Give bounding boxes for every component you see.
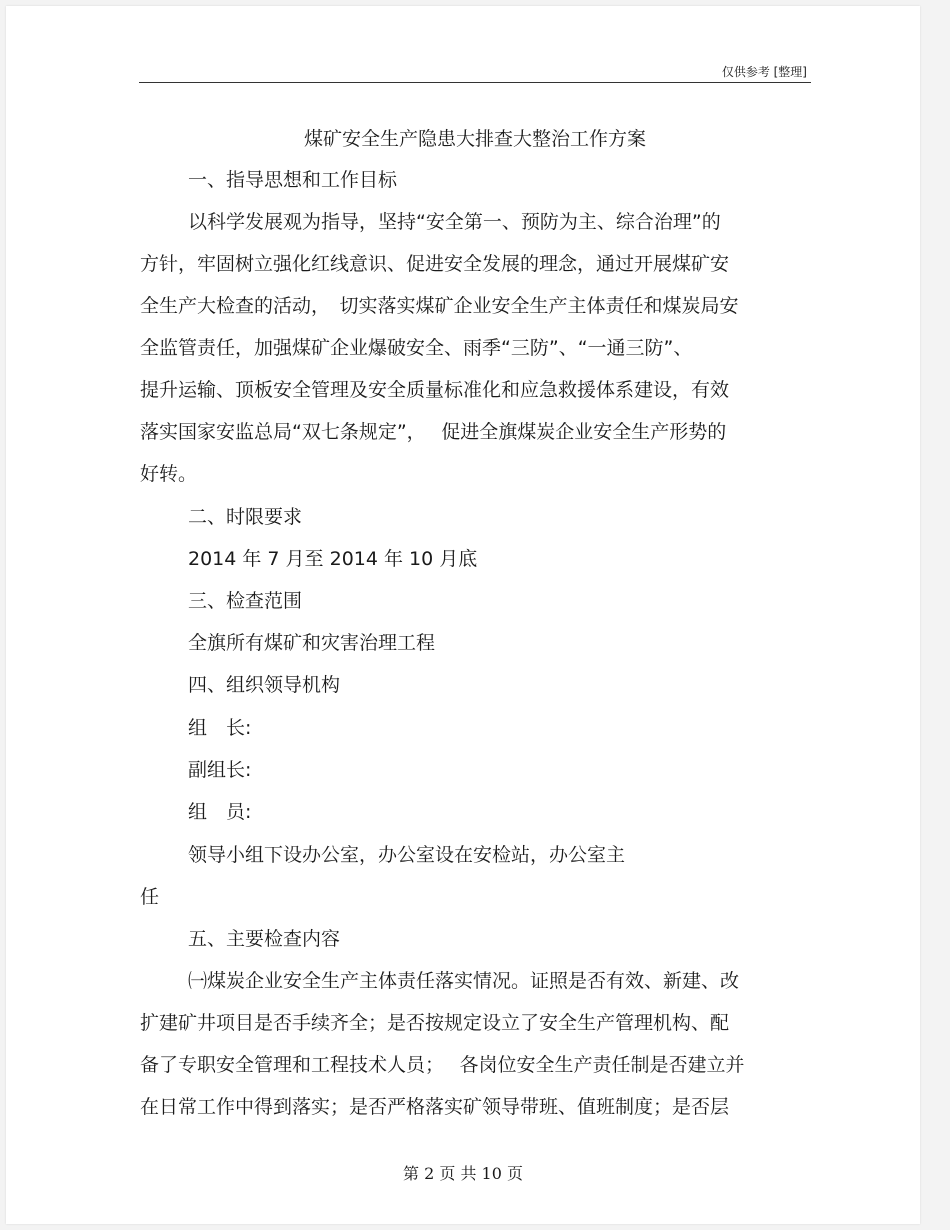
paragraph-line: 扩建矿井项目是否手续齐全；是否按规定设立了安全生产管理机构、配: [140, 1012, 730, 1034]
member-label: 组 员:: [188, 801, 252, 823]
deputy-leader-label: 副组长:: [188, 759, 252, 781]
paragraph-line: 好转。: [140, 463, 198, 485]
paragraph-line: 在日常工作中得到落实；是否严格落实矿领导带班、值班制度；是否层: [140, 1096, 730, 1118]
page-footer: 第 2 页 共 10 页: [403, 1164, 523, 1183]
section-heading-3: 三、检查范围: [188, 590, 303, 612]
page-content: [6, 6, 920, 1224]
section-heading-4: 四、组织领导机构: [188, 674, 341, 696]
section-heading-1: 一、指导思想和工作目标: [188, 169, 398, 191]
header-divider: [139, 82, 811, 83]
paragraph-line: ㈠煤炭企业安全生产主体责任落实情况。证照是否有效、新建、改: [188, 970, 740, 992]
inspection-scope: 全旗所有煤矿和灾害治理工程: [188, 632, 436, 654]
paragraph-line: 领导小组下设办公室，办公室设在安检站，办公室主: [188, 844, 626, 866]
document-title: 煤矿安全生产隐患大排查大整治工作方案: [303, 128, 646, 150]
paragraph-line: 落实国家安监总局“双七条规定”， 促进全旗煤炭企业安全生产形势的: [140, 421, 727, 443]
paragraph-line: 全监管责任，加强煤矿企业爆破安全、雨季“三防”、“一通三防”、: [140, 337, 693, 359]
leader-label: 组 长:: [188, 717, 252, 739]
time-range: 2014 年 7 月至 2014 年 10 月底: [188, 548, 478, 570]
paragraph-line: 方针，牢固树立强化红线意识、促进安全发展的理念，通过开展煤矿安: [140, 253, 730, 275]
paragraph-line: 全生产大检查的活动， 切实落实煤矿企业安全生产主体责任和煤炭局安: [140, 295, 739, 317]
paragraph-line: 任: [140, 886, 160, 908]
paragraph-line: 以科学发展观为指导，坚持“安全第一、预防为主、综合治理”的: [188, 211, 721, 233]
section-heading-2: 二、时限要求: [188, 506, 303, 528]
document-page: [6, 6, 920, 1224]
section-heading-5: 五、主要检查内容: [188, 928, 341, 950]
paragraph-line: 备了专职安全管理和工程技术人员； 各岗位安全生产责任制是否建立并: [140, 1054, 745, 1076]
paragraph-line: 提升运输、顶板安全管理及安全质量标准化和应急救援体系建设，有效: [140, 379, 730, 401]
header-note: 仅供参考 [整理]: [721, 65, 807, 79]
